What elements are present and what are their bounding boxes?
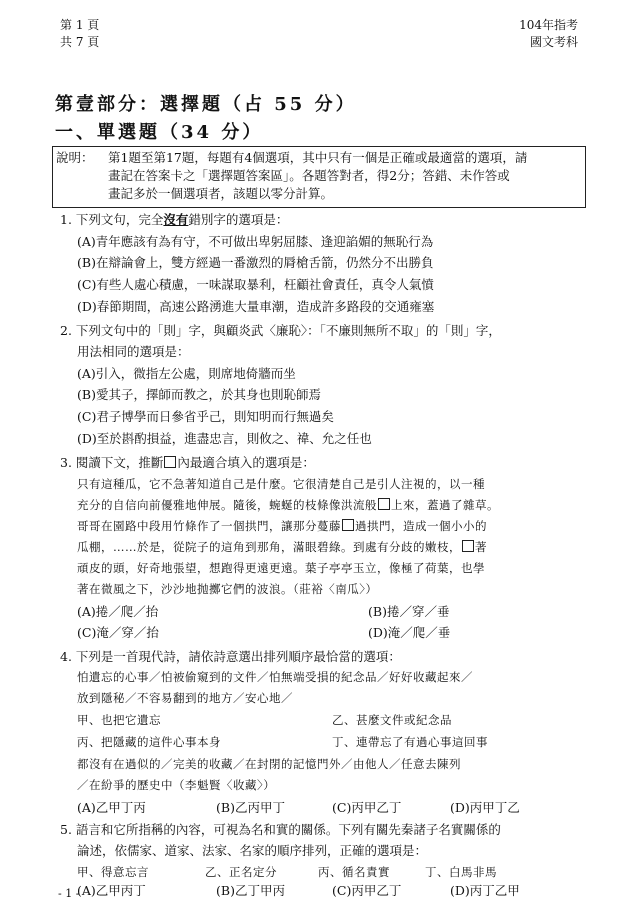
poem-line: ／在紛爭的歷史中（李魁賢〈收藏〉） (77, 778, 276, 792)
passage-line: 頑皮的頭，好奇地張望，想跑得更遠更遠。葉子亭亭玉立，像極了荷葉，也學 (77, 561, 485, 575)
passage-text: 著 (475, 540, 487, 554)
q1-option-b: (B)在辯論會上，雙方經過一番激烈的脣槍舌箭，仍然分不出勝負 (77, 255, 434, 270)
q4-option-b: (B)乙丙甲丁 (216, 800, 285, 815)
passage-line: 著在微風之下，沙沙地抛擲它們的波浪。（莊裕〈南瓜〉） (77, 582, 378, 596)
instructions-label: 說明： (56, 150, 94, 165)
passage-line (77, 540, 487, 555)
instruction-line: 畫記在答案卡之「選擇題答案區」。各題答對者，得2分；答錯、未作答或 (108, 168, 510, 183)
poem-choice-ding: 丁、連帶忘了有過心事這回事 (332, 735, 488, 749)
poem-line: 都沒有在過似的／完美的收藏／在封閉的記憶門外／由他人／任意去陳列 (77, 757, 461, 771)
section-title: 第壹部分：選擇題（占 55 分） (55, 94, 357, 115)
passage-text: 充分的自信向前優雅地伸展。隨後，蜿蜒的枝條像洪流般 (77, 498, 377, 512)
instruction-line: 畫記多於一個選項者，該題以零分計算。 (108, 186, 334, 201)
blank-box (462, 540, 474, 552)
passage-text: 瓜棚，……於是，從院子的這角到那角，滿眼碧綠。到處有分歧的嫩枝， (77, 540, 461, 554)
q5-option-b: (B)乙丁甲丙 (216, 883, 285, 898)
blank-box (342, 519, 354, 531)
q5-option-a: (A)乙甲丙丁 (77, 883, 146, 898)
question-2-stem: 用法相同的選項是： (77, 344, 190, 359)
poem-choice-bing: 丙、把隱藏的這件心事本身 (77, 735, 221, 749)
q2-option-a: (A)引入，微指左公處，則席地倚牆而坐 (77, 366, 296, 381)
question-3-stem (60, 455, 315, 471)
blank-box (378, 498, 390, 510)
subject-name: 國文考科 (529, 35, 578, 49)
stem-emphasis: 沒有 (163, 212, 189, 227)
q2-option-d: (D)至於斟酌損益，進盡忠言，則攸之、禕、允之任也 (77, 431, 372, 446)
q2-option-c: (C)君子博學而日參省乎己，則知明而行無過矣 (77, 409, 334, 424)
question-1-stem (60, 212, 288, 228)
q4-option-c: (C)丙甲乙丁 (332, 800, 402, 815)
q3-option-b: (B)捲／穿／垂 (368, 604, 450, 619)
q1-option-c: (C)有些人處心積慮，一味謀取暴利，枉顧社會責任，真令人氣憤 (77, 277, 434, 292)
total-pages: 共 7 頁 (60, 35, 100, 49)
q5-option-d: (D)丙丁乙甲 (450, 883, 520, 898)
q5-choice-jia: 甲、得意忘言 (77, 865, 149, 879)
blank-box (164, 456, 176, 468)
q3-option-a: (A)捲／爬／抬 (77, 604, 159, 619)
poem-choice-jia: 甲、也把它遺忘 (77, 713, 161, 727)
subsection-title: 一、單選題（34 分） (55, 122, 264, 143)
q3-option-c: (C)淹／穿／抬 (77, 625, 159, 640)
stem-text: 內最適合填入的選項是： (177, 455, 315, 470)
q1-option-a: (A)青年應該有為有守，不可做出卑躬屈膝、逢迎諂媚的無恥行為 (77, 234, 434, 249)
page-number: 第 1 頁 (60, 18, 100, 32)
poem-line: 怕遺忘的心事／怕被偷窺到的文件／怕無端受損的紀念品／好好收藏起來／ (77, 670, 473, 684)
question-5-stem: 論述，依儒家、道家、法家、名家的順序排列，正確的選項是： (77, 843, 428, 858)
passage-line: 只有這種瓜，它不急著知道自己是什麼。它很清楚自己是引人注視的，以一種 (77, 477, 485, 491)
q1-option-d: (D)春節期間，高速公路湧進大量車潮，造成許多路段的交通雍塞 (77, 299, 435, 314)
q5-choice-bing: 丙、循名責實 (318, 865, 390, 879)
question-4-stem: 4. 下列是一首現代詩，請依詩意選出排列順序最恰當的選項： (60, 649, 401, 664)
passage-line (77, 519, 487, 534)
q2-option-b: (B)愛其子，擇師而教之，於其身也則恥師焉 (77, 387, 321, 402)
passage-text: 哥哥在園路中段用竹條作了一個拱門，讓那分蔓藤 (77, 519, 341, 533)
passage-text: 過拱門，造成一個小小的 (355, 519, 487, 533)
q3-option-d: (D)淹／爬／垂 (368, 625, 451, 640)
question-5-stem: 5. 語言和它所指稱的內容，可視為名和實的關係。下列有關先秦諸子名實關係的 (60, 822, 501, 837)
instruction-line: 第1題至第17題，每題有4個選項，其中只有一個是正確或最適當的選項，請 (108, 150, 528, 165)
passage-text: 上來，蓋過了雜草。 (391, 498, 499, 512)
q5-choice-ding: 丁、白馬非馬 (425, 865, 497, 879)
instructions-box (52, 146, 586, 208)
q5-choice-yi: 乙、正名定分 (205, 865, 277, 879)
stem-text: 3. 閱讀下文，推斷 (60, 455, 164, 470)
q5-option-c: (C)丙甲乙丁 (332, 883, 402, 898)
q4-option-d: (D)丙甲丁乙 (450, 800, 520, 815)
stem-text: 錯別字的選項是： (188, 212, 289, 227)
question-2-stem: 2. 下列文句中的「則」字，與顧炎武〈廉恥〉：「不廉則無所不取」的「則」字， (60, 323, 501, 338)
page-footer: - 1 - (58, 887, 80, 900)
poem-line: 放到隱秘／不容易翻到的地方／安心地／ (77, 691, 293, 705)
passage-line (77, 498, 499, 513)
q4-option-a: (A)乙甲丁丙 (77, 800, 146, 815)
exam-name: 104年指考 (519, 18, 578, 32)
stem-text: 1. 下列文句，完全 (60, 212, 164, 227)
poem-choice-yi: 乙、甚麼文件或紀念品 (332, 713, 452, 727)
